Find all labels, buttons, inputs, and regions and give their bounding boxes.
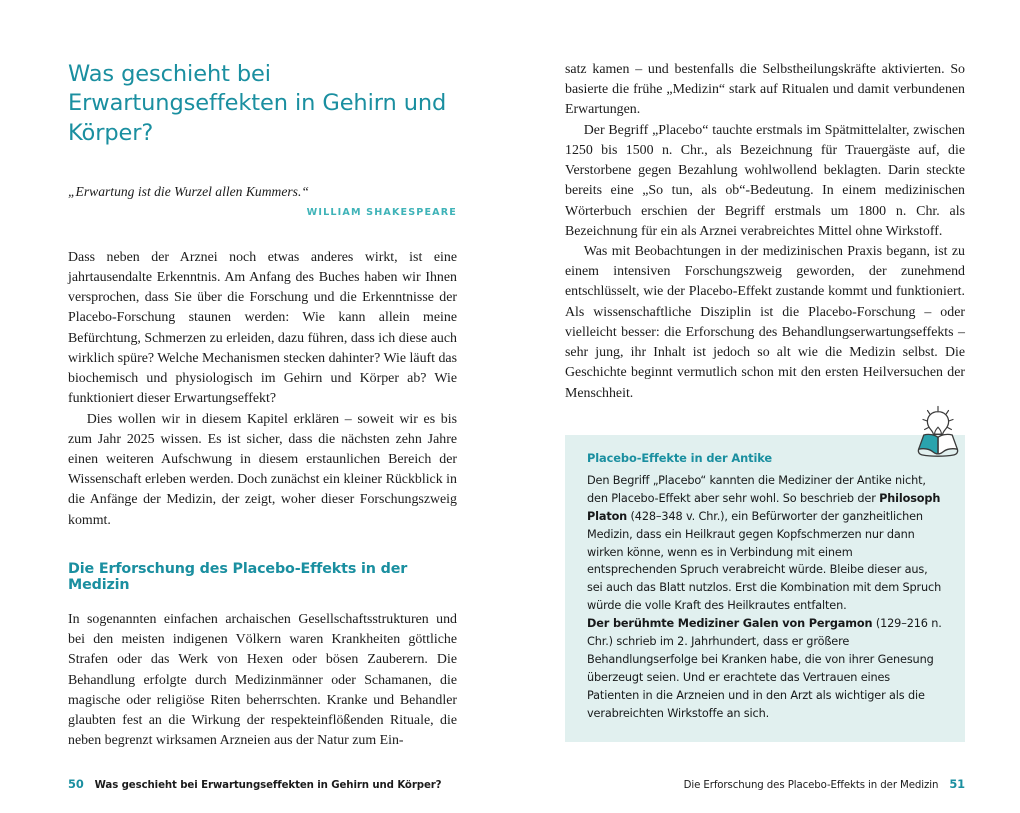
- paragraph: Was mit Beobachtungen in der medizinischen Praxis begann, ist zu einem intensiven Forschungszweig geworden, der zunehmend entschlüsselt, wie der Placebo-Effekt zustande kommt und funktioniert. Als wissenschaftliche Disziplin ist die Placebo-Forschung – oder vielleicht besser: die Erforschung des Behandlungserwartungseffekts – sehr jung, ihr Inhalt ist jedoch so alt wie die Medizin selbst. Die Geschichte beginnt vermutlich schon mit den ersten Heilversuchen der Menschheit.: [565, 243, 965, 401]
- infobox-text-part-2: (428–348 v. Chr.), ein Befürworter der ganzheitlichen Medizin, dass ein Heilkraut gegen Kopfschmerzen nur dann wirken könne, wenn es in Verbindung mit einem entsprechenden Spruch verabreicht würde. Bleibe dieser aus, sei auch das Blatt nutzlos. Erst die Kombination mit dem Spruch würde die volle Kraft des Heilkrautes entfalten.: [587, 509, 942, 613]
- paragraph: Der Begriff „Placebo“ tauchte erstmals im Spätmittelalter, zwischen 1250 bis 1500 n. Chr., als Bezeichnung für Trauergäste auf, die Verstorbene gegen Bezahlung wohlwollend beklagten. Darin steckte bereits eine „So tun, als ob“-Bedeutung. In einem medizinischen Wörterbuch erschien der Begriff erstmals um 1800 n. Chr. als Bezeichnung für ein als Arznei verabreichtes Mittel ohne Wirkstoff.: [565, 122, 965, 239]
- paragraph: Dass neben der Arznei noch etwas anderes wirkt, ist eine jahrtausendalte Erkenntnis. Am Anfang des Buches haben wir Ihnen versprochen, dass Sie über die Forschung und die Erkenntnisse der Placebo-Forschung staunen werden: Wie kann allein meine Befürchtung, Schmerzen zu erleiden, dazu führen, dass ich diese auch wirklich spüre? Welche Mechanismen stecken dahinter? Wie läuft das biochemisch und physiologisch im Gehirn und Körper ab? Wie funktioniert dieser Erwartungseffekt?: [68, 249, 457, 407]
- page-title: Was geschieht bei Erwartungseffekten in Gehirn und Körper?: [68, 61, 447, 146]
- footer-right: [684, 777, 965, 791]
- footer-left: [68, 777, 442, 791]
- infobox-text-part-1: Den Begriff „Placebo“ kannten die Mediziner der Antike nicht, den Placebo-Effekt aber sehr wohl. So beschrieb der: [587, 473, 926, 505]
- running-head: Die Erforschung des Placebo-Effekts in der Medizin: [683, 780, 939, 791]
- section-heading: Die Erforschung des Placebo-Effekts in der Medizin: [68, 560, 408, 593]
- infobox: [565, 435, 965, 742]
- infobox-title: Placebo-Effekte in der Antike: [587, 450, 773, 465]
- paragraph: In sogenannten einfachen archaischen Gesellschaftsstrukturen und bei den meisten indigenen Völkern waren Krankheiten göttliche Strafen oder das Werk von Hexen oder bösen Zauberern. Die Behandlung erfolgte durch Medizinmänner oder Schamanen, die magische oder religiöse Riten beherrschten. Kranke und Behandler glaubten fest an die Wirkung der respekteinflößenden Rituale, die neben begrenzt wirksamen Arzneien aus der Natur zum Ein-: [68, 611, 457, 749]
- infobox-body: [587, 472, 943, 723]
- page-number: 51: [949, 777, 965, 791]
- infobox-bold-philosoph-platon: Philosoph Platon: [587, 491, 941, 523]
- infobox-bold-galen-von-pergamon: Der berühmte Mediziner Galen von Pergamon: [587, 617, 873, 631]
- epigraph-quote: „Erwartung ist die Wurzel allen Kummers.“: [68, 183, 309, 199]
- infobox-container: [565, 435, 965, 742]
- paragraph: Dies wollen wir in diesem Kapitel erklären – soweit wir es bis zum Jahr 2025 wissen. Es ist sicher, dass die nächsten zehn Jahre einen weiteren Aufschwung in diesem erstaunlichen Bereich der Wissenschaft erleben werden. Doch zunächst ein kleiner Rückblick in die Anfänge der Medizin, der zeigt, woher dieser Forschungszweig kommt.: [68, 411, 457, 528]
- paragraph: satz kamen – und bestenfalls die Selbstheilungskräfte aktivierten. So basierte die frühe „Medizin“ stark auf Ritualen und damit verbundenen Erwartungen.: [565, 62, 965, 118]
- right-page: [510, 0, 1020, 813]
- infobox-text-part-3: (129–216 n. Chr.) schrieb im 2. Jahrhundert, dass er größere Behandlungserfolge bei Kranken habe, die von ihrer Genesung überzeugt seien. Und er erachtete das Vertrauen eines Patienten in die Arzneien und in den Arzt als wichtiger als die verabreichten Wirkstoffe an sich.: [587, 617, 942, 721]
- open-book-with-lightbulb-icon: [907, 405, 969, 461]
- epigraph-attribution: WILLIAM SHAKESPEARE: [306, 206, 457, 218]
- page-number: 50: [68, 777, 84, 791]
- running-head: Was geschieht bei Erwartungseffekten in Gehirn und Körper?: [94, 780, 442, 791]
